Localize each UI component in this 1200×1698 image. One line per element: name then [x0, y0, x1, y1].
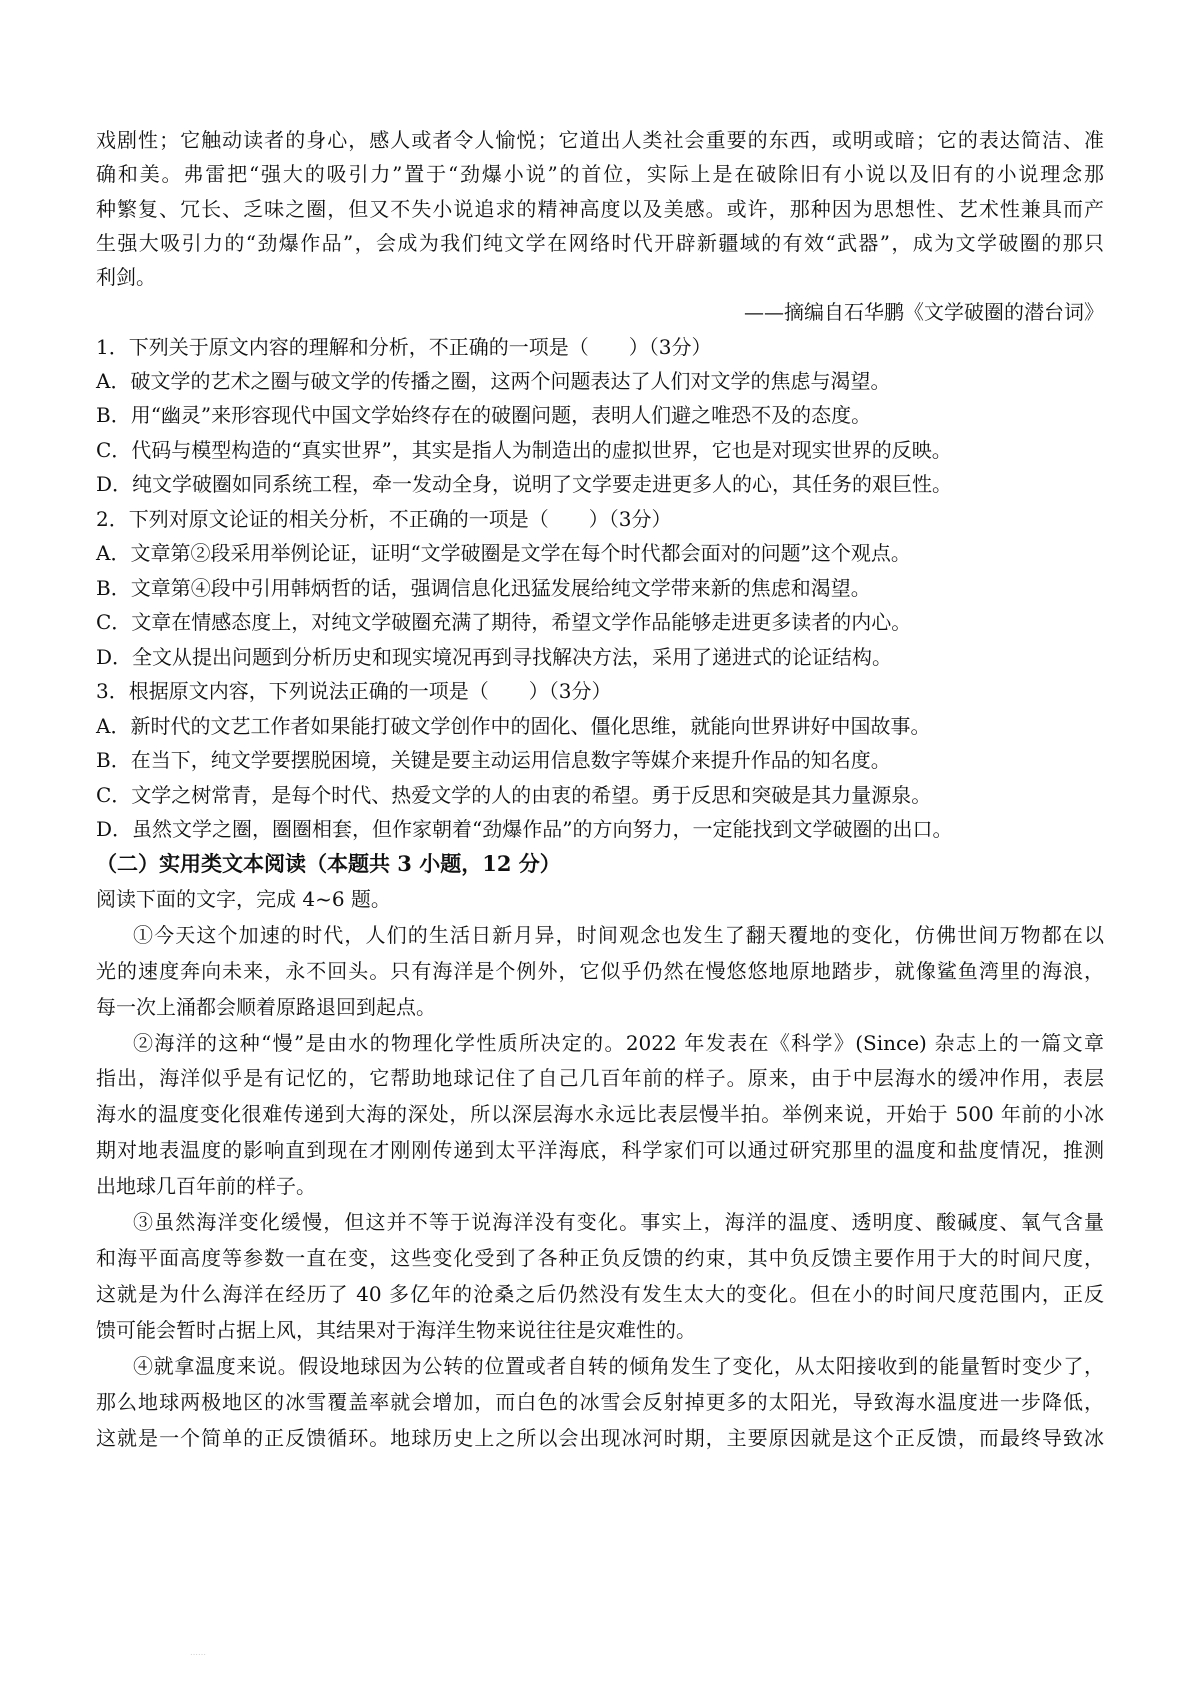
question-option: D．虽然文学之圈，圈圈相套，但作家朝着“劲爆作品”的方向努力，一定能找到文学破圈的出口。 [96, 817, 953, 841]
passage-line: 戏剧性；它触动读者的身心，感人或者令人愉悦；它道出人类社会重要的东西，或明或暗；它的表达简洁、准 [96, 128, 1104, 152]
footer-mark: …… [190, 1648, 206, 1657]
section-title: （二）实用类文本阅读（本题共 3 小题，12 分） [96, 851, 561, 876]
question-option: B．用“幽灵”来形容现代中国文学始终存在的破圈问题，表明人们避之唯恐不及的态度。 [96, 403, 872, 427]
question-stem: 2．下列对原文论证的相关分析，不正确的一项是（ ）（3分） [96, 507, 672, 531]
article-line: 期对地表温度的影响直到现在才刚刚传递到太平洋海底，科学家们可以通过研究那里的温度和盐度情况，推测 [96, 1138, 1104, 1162]
article-line: 这就是一个简单的正反馈循环。地球历史上之所以会出现冰河时期，主要原因就是这个正反馈，而最终导致冰 [96, 1426, 1104, 1450]
article-line: 馈可能会暂时占据上风，其结果对于海洋生物来说往往是灾难性的。 [96, 1318, 696, 1342]
passage-line: 生强大吸引力的“劲爆作品”，会成为我们纯文学在网络时代开辟新疆域的有效“武器”，成为文学破圈的那只 [96, 231, 1104, 255]
article-line: ②海洋的这种“慢”是由水的物理化学性质所决定的。2022 年发表在《科学》(Since) 杂志上的一篇文章 [133, 1031, 1104, 1055]
passage-line: 确和美。弗雷把“强大的吸引力”置于“劲爆小说”的首位，实际上是在破除旧有小说以及旧有的小说理念那 [96, 162, 1104, 186]
article-line: ④就拿温度来说。假设地球因为公转的位置或者自转的倾角发生了变化，从太阳接收到的能量暂时变少了， [133, 1354, 1104, 1378]
question-option: B．文章第④段中引用韩炳哲的话，强调信息化迅猛发展给纯文学带来新的焦虑和渴望。 [96, 576, 871, 600]
question-stem: 3．根据原文内容，下列说法正确的一项是（ ）（3分） [96, 679, 612, 703]
article-line: ③虽然海洋变化缓慢，但这并不等于说海洋没有变化。事实上，海洋的温度、透明度、酸碱度、氧气含量 [133, 1210, 1104, 1234]
question-option: A．破文学的艺术之圈与破文学的传播之圈，这两个问题表达了人们对文学的焦虑与渴望。 [96, 369, 891, 393]
article-line: 海水的温度变化很难传递到大海的深处，所以深层海水永远比表层慢半拍。举例来说，开始于 500 年前的小冰 [96, 1102, 1104, 1126]
passage-line: 利剑。 [96, 265, 156, 289]
question-option: A．新时代的文艺工作者如果能打破文学创作中的固化、僵化思维，就能向世界讲好中国故事。 [96, 714, 931, 738]
question-option: D．全文从提出问题到分析历史和现实境况再到寻找解决方法，采用了递进式的论证结构。 [96, 645, 893, 669]
article-line: 每一次上涌都会顺着原路退回到起点。 [96, 995, 436, 1019]
passage-source: ——摘编自石华鹏《文学破圈的潜台词》 [744, 300, 1104, 324]
question-option: C．文学之树常青，是每个时代、热爱文学的人的由衷的希望。勇于反思和突破是其力量源泉。 [96, 783, 932, 807]
article-line: 光的速度奔向未来，永不回头。只有海洋是个例外，它似乎仍然在慢悠悠地原地踏步，就像鲨鱼湾里的海浪， [96, 959, 1104, 983]
article-line: 出地球几百年前的样子。 [96, 1174, 316, 1198]
question-option: B．在当下，纯文学要摆脱困境，关键是要主动运用信息数字等媒介来提升作品的知名度。 [96, 748, 891, 772]
question-stem: 1．下列关于原文内容的理解和分析，不正确的一项是（ ）（3分） [96, 335, 712, 359]
article-line: 指出，海洋似乎是有记忆的，它帮助地球记住了自己几百年前的样子。原来，由于中层海水的缓冲作用，表层 [96, 1066, 1104, 1090]
article-line: 这就是为什么海洋在经历了 40 多亿年的沧桑之后仍然没有发生太大的变化。但在小的时间尺度范围内，正反 [96, 1282, 1104, 1306]
passage-line: 种繁复、冗长、乏味之圈，但又不失小说追求的精神高度以及美感。或许，那种因为思想性、艺术性兼具而产 [96, 197, 1104, 221]
article-line: 和海平面高度等参数一直在变，这些变化受到了各种正负反馈的约束，其中负反馈主要作用于大的时间尺度， [96, 1246, 1104, 1270]
article-line: ①今天这个加速的时代，人们的生活日新月异，时间观念也发生了翻天覆地的变化，仿佛世间万物都在以 [133, 923, 1104, 947]
question-option: D．纯文学破圈如同系统工程，牵一发动全身，说明了文学要走进更多人的心，其任务的艰巨性。 [96, 472, 953, 496]
section-instruction: 阅读下面的文字，完成 4~6 题。 [96, 887, 391, 911]
question-option: A．文章第②段采用举例论证，证明“文学破圈是文学在每个时代都会面对的问题”这个观点。 [96, 541, 911, 565]
question-option: C．代码与模型构造的“真实世界”，其实是指人为制造出的虚拟世界，它也是对现实世界的反映。 [96, 438, 952, 462]
article-line: 那么地球两极地区的冰雪覆盖率就会增加，而白色的冰雪会反射掉更多的太阳光，导致海水温度进一步降低， [96, 1390, 1104, 1414]
question-option: C．文章在情感态度上，对纯文学破圈充满了期待，希望文学作品能够走进更多读者的内心。 [96, 610, 912, 634]
